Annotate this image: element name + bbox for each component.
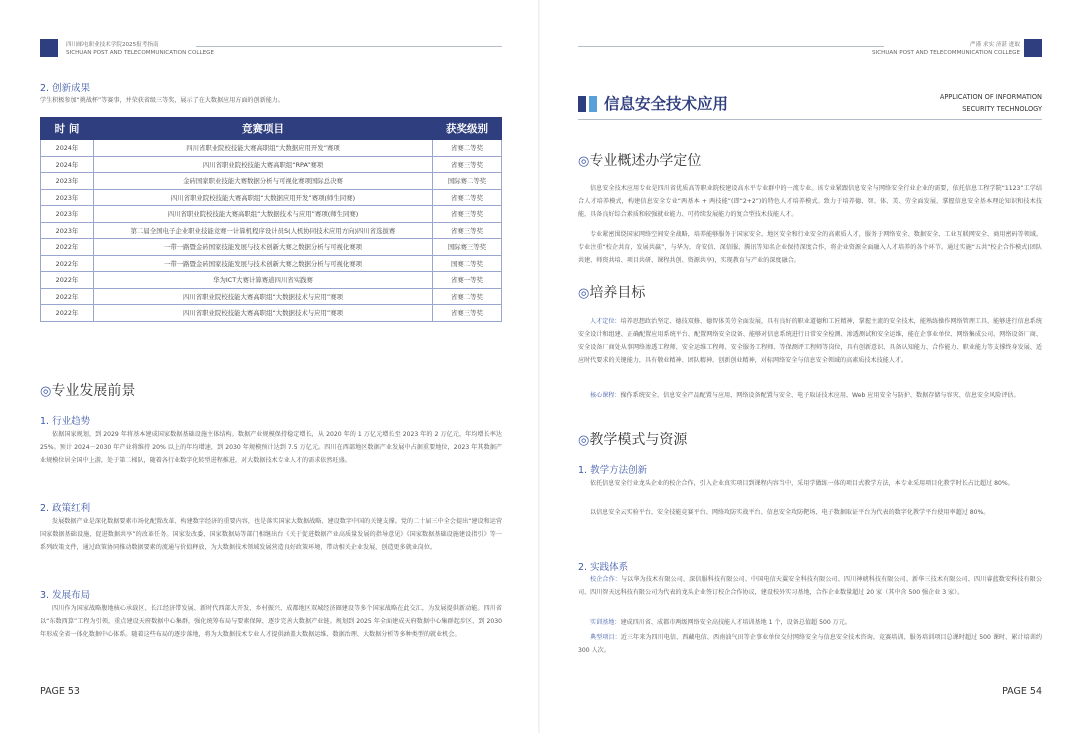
teaching-title (578, 429, 687, 449)
row-award-cell: 省赛三等奖 (433, 206, 502, 223)
row-award-cell: 省赛二等奖 (433, 189, 502, 206)
circle-bullet-icon: ◎ (578, 433, 590, 448)
teaching-title-text: 教学模式与资源 (589, 432, 688, 448)
row-award-cell: 国际赛二等奖 (433, 173, 502, 190)
overview-p2: 专业紧密围绕国家网络空间安全战略，培养能够服务于国家安全、地区安全和行业安全的高素质人才，服务于网络安全、数据安全、工业互联网安全、商用密码等领域。专业注重“校企共育，发展共赢”，与华为、奇安信、深信服、腾讯等知名企业保持深度合作，将企业资源全面融入人才培养的各个环节。通过实施“五共”校企合作模式(团队共建、师资共培、项目共研、课程共创、资源共享)，实现教育与产业的深度融合。 (578, 231, 1042, 264)
row-award-cell: 省赛一等奖 (433, 272, 502, 289)
col-award-header: 获奖级别 (433, 118, 502, 140)
goals-position-text: 培养思想政治坚定、德技双修、德智体美劳全面发展，具有良好的职业道德和工匠精神，掌握主流的安全技术，能熟练操作网络管理工具、能够进行信息系统安全设计和组建、正确配置应用系统平台、配置网络安全设备、能够对信息系统进行日常安全检测、渗透测试和安全运维，能在企事业单位、网络集成公司、网络设备厂商、安全设备厂商处从事网络渗透工程师、安全运维工程师、安全服务工程师、等保测评工程师等岗位，具有创新意识、具备认知能力、合作能力、职业能力等支撑终身发展、适应时代要求的关键能力，具有敬业精神、团队精神、创新创业精神，对标网络安全与信息安全领域的高素质技术技能人才。 (578, 318, 1043, 364)
overview-p1: 信息安全技术应用专业是四川省优质高等职业院校建设高水平专业群中的一流专业。该专业紧跟信息安全与网络安全行业企业的需要，依托信息工程学院“1123”工学结合人才培养模式，构建信息安全专业“两基本 + 两技能”(即“2+2”)的特色人才培养模式。致力于培养德、智、体、美、劳全面发展，掌握信息安全基本理论知识和技术技能，具备良好综合素质和较强就业能力、可持续发展能力的复合型技术技能人才。 (578, 185, 1042, 218)
table-row (41, 173, 502, 190)
row-time-cell: 2023年 (41, 206, 94, 223)
row-time-cell: 2022年 (41, 239, 94, 256)
practice-project (578, 631, 1042, 657)
major-title: 信息安全技术应用 (604, 95, 729, 113)
row-time-cell: 2024年 (41, 140, 94, 157)
row-time-cell: 2023年 (41, 189, 94, 206)
row-time-cell: 2023年 (41, 173, 94, 190)
header-college-en: SICHUAN POST AND TELECOMMUNICATION COLLEGE (66, 50, 214, 56)
table-row (41, 206, 502, 223)
row-time-cell: 2022年 (41, 255, 94, 272)
practice-coop (578, 573, 1042, 599)
prospects-title-text: 专业发展前景 (51, 383, 136, 399)
circle-bullet-icon: ◎ (578, 154, 590, 169)
row-award-cell: 省赛三等奖 (433, 156, 502, 173)
practice-base-label: 实训基地： (590, 619, 621, 626)
row-project-cell: 四川省职业院校技能大赛高职组“大数据技术与应用”赛项(师生同赛) (94, 206, 433, 223)
competition-table (40, 117, 502, 322)
major-title-en-line2: SECURITY TECHNOLOGY (962, 105, 1042, 113)
table-row (41, 288, 502, 305)
title-bar-accent-icon (589, 96, 597, 112)
row-time-cell: 2023年 (41, 222, 94, 239)
row-project-cell: 华为ICT大赛计算赛道四川省实践赛 (94, 272, 433, 289)
col-project-header: 竞赛项目 (94, 118, 433, 140)
header-motto: 严谨 求实 济湛 进取 (969, 42, 1020, 48)
row-time-cell: 2022年 (41, 272, 94, 289)
goals-courses-text: 操作系统安全、信息安全产品配置与应用、网络设备配置与安全、电子取证技术应用、Web 应用安全与防护、数据存储与容灾、信息安全风险评估。 (620, 392, 1020, 399)
achievements-heading: 2. 创新成果 (40, 83, 91, 94)
practice-base-text: 建成四川省、成都市两级网络安全高技能人才培训基地 1 个，设备总值超 500 万元。 (620, 619, 851, 626)
row-award-cell: 省赛三等奖 (433, 305, 502, 322)
table-row (41, 255, 502, 272)
achievements-intro: 学生积极参加“挑战杯”等赛事，并荣获省级三等奖，展示了在大数据应用方面的创新能力。 (40, 97, 284, 104)
practice-coop-label: 校企合作： (590, 576, 621, 583)
row-project-cell: 四川省职业院校技能大赛高职组“大数据应用开发”赛项(师生同赛) (94, 189, 433, 206)
goals-title-text: 培养目标 (589, 285, 646, 301)
row-time-cell: 2022年 (41, 305, 94, 322)
page-number-left: PAGE 53 (40, 686, 80, 697)
row-project-cell: 第二届全国电子企业职业技能竞赛一计算机程序设计员S(人机协同技术应用方向)四川省选拔赛 (94, 222, 433, 239)
header-rule (196, 46, 502, 47)
table-row (41, 189, 502, 206)
row-project-cell: 四川省职业院校技能大赛高职组“大数据技术与应用”赛项 (94, 305, 433, 322)
policy-heading: 2. 政策红利 (40, 503, 91, 514)
table-row (41, 222, 502, 239)
practice-project-label: 典型项目： (590, 634, 621, 641)
policy-body: 发展数据产业是深化数据要素市场化配置改革、构建数字经济的重要内容，也是落实国家大数据战略、建设数字中国的关键支撑。党的二十届三中全会提出“建设和运营国家数据基础设施，促进数据共享”的改革任务。国家发改委、国家数据局等部门相继出台《关于促进数据产业高质量发展的指导意见》《国家数据基础设施建设指引》等一系列政策文件，通过政策协同推动数据要素的流通与价值释放，为大数据技术领域发展营造良好政策环境，带动相关企业发展，创造更多就业岗位。 (40, 518, 502, 551)
overview-title (578, 150, 701, 170)
method-p2: 以信息安全云实验平台、安全技能竞赛平台、网络攻防实战平台、信息安全攻防靶场、电子数据取证平台为代表的数字化教学平台使用率超过 80%。 (590, 509, 990, 516)
circle-bullet-icon: ◎ (578, 286, 590, 301)
table-header-row (41, 118, 502, 140)
practice-heading: 2. 实践体系 (578, 562, 629, 573)
major-title-en-line1: APPLICATION OF INFORMATION (939, 93, 1042, 101)
table-row (41, 239, 502, 256)
header-square-icon-right (1024, 39, 1042, 57)
trend-heading: 1. 行业趋势 (40, 416, 91, 427)
header-college-en-right: SICHUAN POST AND TELECOMMUNICATION COLLEGE (872, 50, 1020, 56)
row-project-cell: 四川省职业院校技能大赛高职组“大数据技术与应用”赛项 (94, 288, 433, 305)
practice-base (578, 616, 1042, 629)
goals-title (578, 282, 645, 302)
header-rule-right (578, 46, 884, 47)
title-bar-icon (578, 96, 586, 112)
table-row (41, 156, 502, 173)
title-rule (578, 119, 1042, 120)
method-heading: 1. 教学方法创新 (578, 465, 648, 476)
major-title-en (940, 91, 1042, 115)
layout-body: 四川作为国家战略腹地核心承载区、长江经济带发展、新时代西部大开发、乡村振兴、成都地区双城经济圈建设等多个国家战略在此交汇，为发展提供新动能。四川省以“东数西算”工程为引领，重点建设天府数据中心集群，强化统筹布局与要素保障，逐步完善大数据产业链。规划到 2025 年全面建成天府数据中心集群起步区，到 2030 年形成全省一体化数据中心体系。随着这些布局的逐步落地，将为大数据技术专业人才提供涵盖大数据运维、数据治理、大数据分析等多种类型的就业机会。 (40, 605, 502, 638)
row-time-cell: 2024年 (41, 156, 94, 173)
page-number-right: PAGE 54 (1002, 686, 1042, 697)
row-award-cell: 省赛二等奖 (433, 288, 502, 305)
method-p1: 依托信息安全行业龙头企业的校企合作，引入企业真实项目到课程内容当中，采用学做练一体的项目式教学方法，本专业采用项目化教学时长占比超过 80%。 (590, 480, 1014, 487)
practice-coop-text: 与以华为技术有限公司、深信服科技有限公司、中国电信天翼安全科技有限公司、四川神琥科技有限公司、新华三技术有限公司、四川睿蓝数安科技有限公司、四川智天远科技有限公司为代表的龙头企业签订校企合作协议，建设校外实习基地，合作企业数量超过 20 家（其中含 500 强企业 3 家）。 (578, 576, 1043, 596)
row-project-cell: 一带一路暨金砖国家技能发展与技术创新大赛之数据分析与可视化赛项 (94, 239, 433, 256)
row-award-cell: 国赛二等奖 (433, 255, 502, 272)
table-row (41, 272, 502, 289)
table-body (41, 140, 502, 322)
row-project-cell: 金砖国家职业技能大赛数据分析与可视化赛项国际总决赛 (94, 173, 433, 190)
row-project-cell: 四川省职业院校技能大赛高职组“大数据应用开发”赛项 (94, 140, 433, 157)
header-college-name: 四川邮电职业技术学院2025报考指南 (66, 42, 159, 48)
table-row (41, 140, 502, 157)
header-square-icon (40, 39, 58, 57)
row-award-cell: 省赛二等奖 (433, 140, 502, 157)
goals-position (578, 315, 1042, 367)
row-time-cell: 2022年 (41, 288, 94, 305)
row-project-cell: 一带一路暨金砖国家技能发展与技术创新大赛之数据分析与可视化赛项 (94, 255, 433, 272)
layout-heading: 3. 发展布局 (40, 590, 91, 601)
circle-bullet-icon: ◎ (40, 384, 52, 399)
overview-title-text: 专业概述办学定位 (589, 153, 702, 169)
goals-courses (578, 389, 1042, 402)
table-row (41, 305, 502, 322)
trend-body: 依据国家规划，到 2029 年将基本建成国家数据基础设施主体结构。数据产业规模保持稳定增长，从 2020 年的 1 万亿元增长至 2023 年的 2 万亿元，年均增长率达 25%。预计 2024－2030 年产业将维持 20% 以上的年均增速，到 2030 年规模预计达到 7.5 万亿元。四川在西部地区数据产业发展中占据重要地位，2023 年其数据产业规模位居全国中上游，处于第二梯队，随着各行业数字化转型进程推进，对大数据技术专业人才的需求依然旺盛。 (40, 431, 502, 464)
goals-courses-label: 核心课程： (590, 392, 621, 399)
row-award-cell: 国际赛三等奖 (433, 239, 502, 256)
row-project-cell: 四川省职业院校技能大赛高职组“RPA”赛项 (94, 156, 433, 173)
row-award-cell: 省赛三等奖 (433, 222, 502, 239)
prospects-title (40, 380, 135, 400)
col-time-header: 时 间 (41, 118, 94, 140)
goals-position-label: 人才定位： (590, 318, 621, 325)
practice-project-text: 近三年来为四川电信、西藏电信、西南油气田等企事业单位交付网络安全与信息安全技术咨询、竞赛培训、服务培训项目总课时超过 500 课时，累计培训约 300 人次。 (578, 634, 1043, 654)
